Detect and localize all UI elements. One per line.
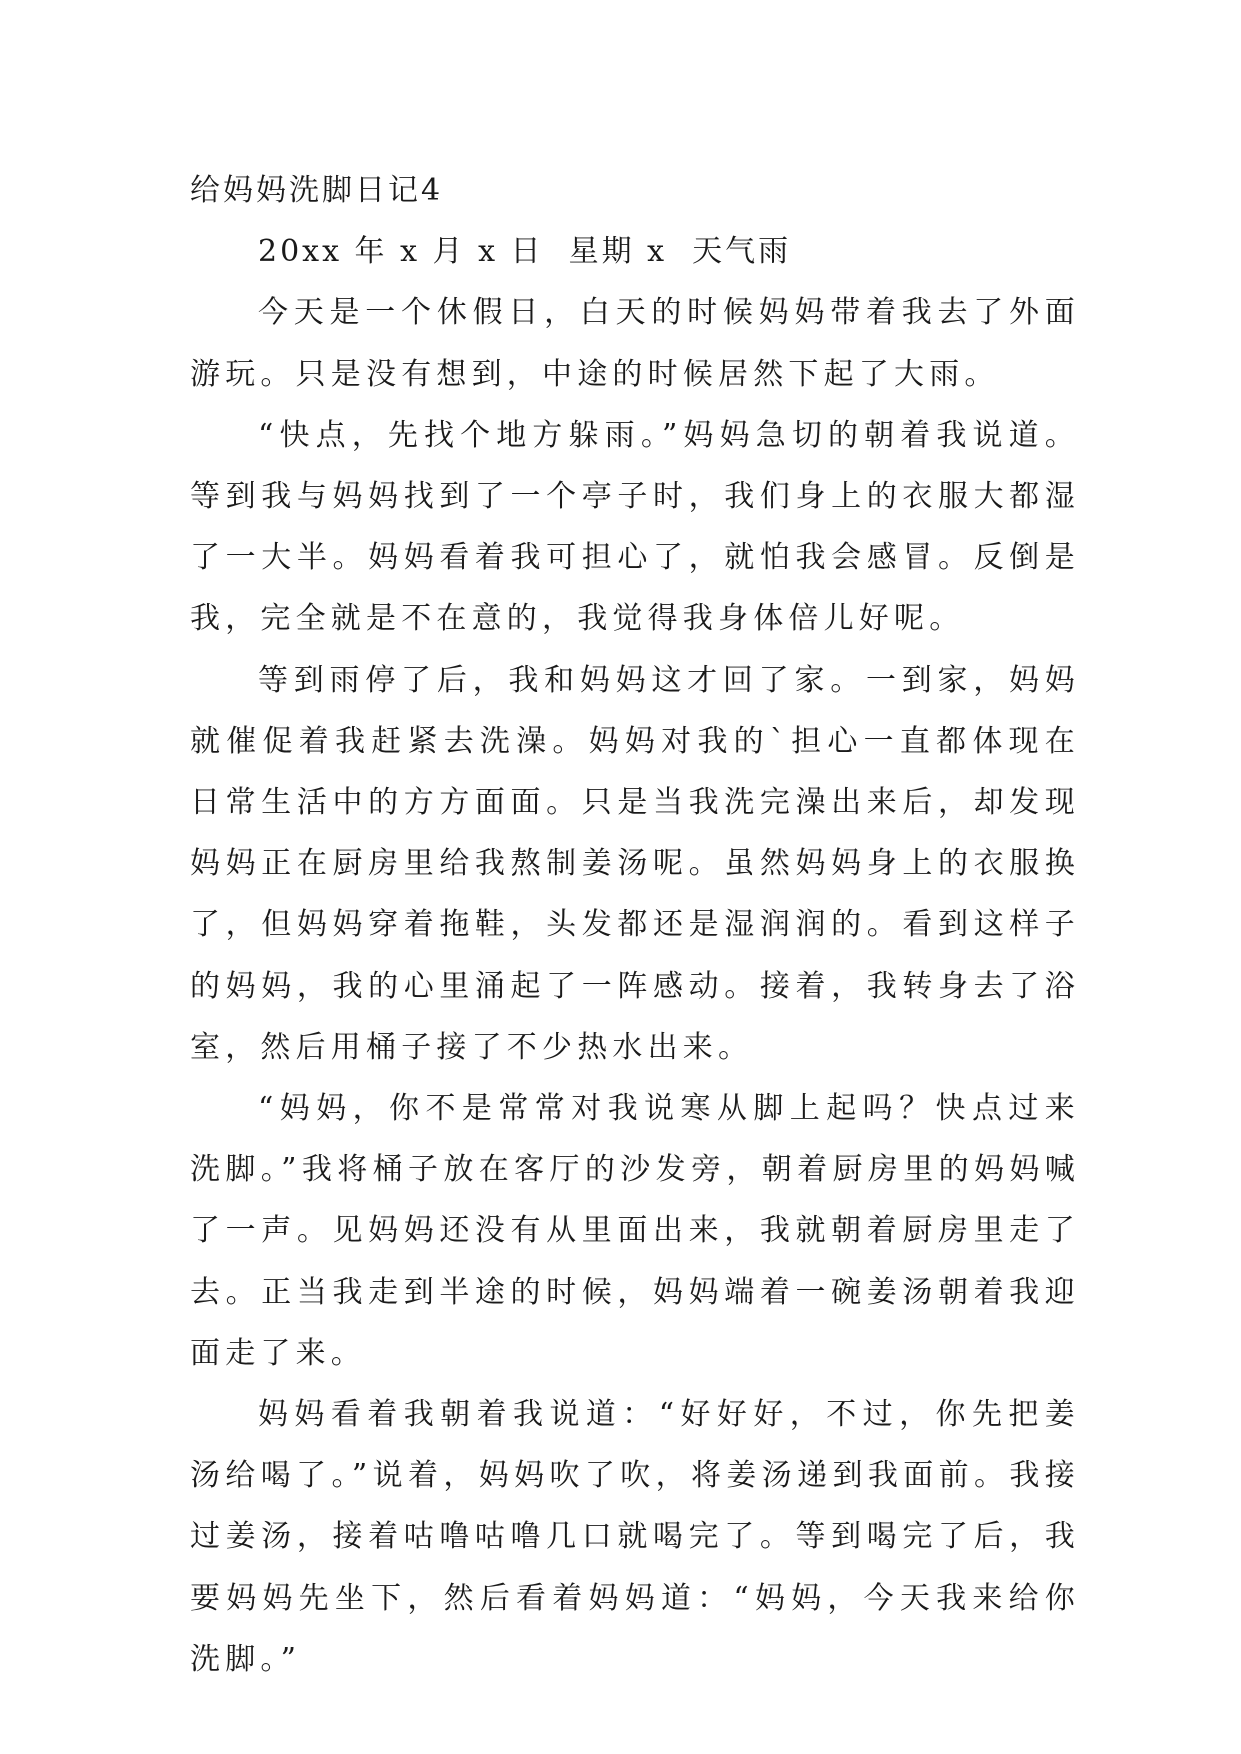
paragraph-2: “快点，先找个地方躲雨。”妈妈急切的朝着我说道。等到我与妈妈找到了一个亭子时，我们身上的衣服大都湿了一大半。妈妈看着我可担心了，就怕我会感冒。反倒是我，完全就是不在意的，我觉得我身体倍儿好呢。	[190, 417, 1080, 637]
document-body	[190, 160, 1080, 1690]
paragraph-1: 今天是一个休假日，白天的时候妈妈带着我去了外面游玩。只是没有想到，中途的时候居然下起了大雨。	[190, 295, 1080, 392]
diary-dateline: 20xx 年 x 月 x 日 星期 x 天气雨	[258, 234, 792, 270]
document-title: 给妈妈洗脚日记4	[190, 173, 444, 208]
paragraph-3: 等到雨停了后，我和妈妈这才回了家。一到家，妈妈就催促着我赶紧去洗澡。妈妈对我的`担心一直都体现在日常生活中的方方面面。只是当我洗完澡出来后，却发现妈妈正在厨房里给我熬制姜汤呢。虽然妈妈身上的衣服换了，但妈妈穿着拖鞋，头发都还是湿润润的。看到这样子的妈妈，我的心里涌起了一阵感动。接着，我转身去了浴室，然后用桶子接了不少热水出来。	[190, 662, 1080, 1065]
paragraph-5: 妈妈看着我朝着我说道：“好好好，不过，你先把姜汤给喝了。”说着，妈妈吹了吹，将姜汤递到我面前。我接过姜汤，接着咕噜咕噜几口就喝完了。等到喝完了后，我要妈妈先坐下，然后看着妈妈道：“妈妈，今天我来给你洗脚。”	[190, 1397, 1080, 1677]
paragraph-4: “妈妈，你不是常常对我说寒从脚上起吗？快点过来洗脚。”我将桶子放在客厅的沙发旁，朝着厨房里的妈妈喊了一声。见妈妈还没有从里面出来，我就朝着厨房里走了去。正当我走到半途的时候，妈妈端着一碗姜汤朝着我迎面走了来。	[190, 1091, 1080, 1371]
